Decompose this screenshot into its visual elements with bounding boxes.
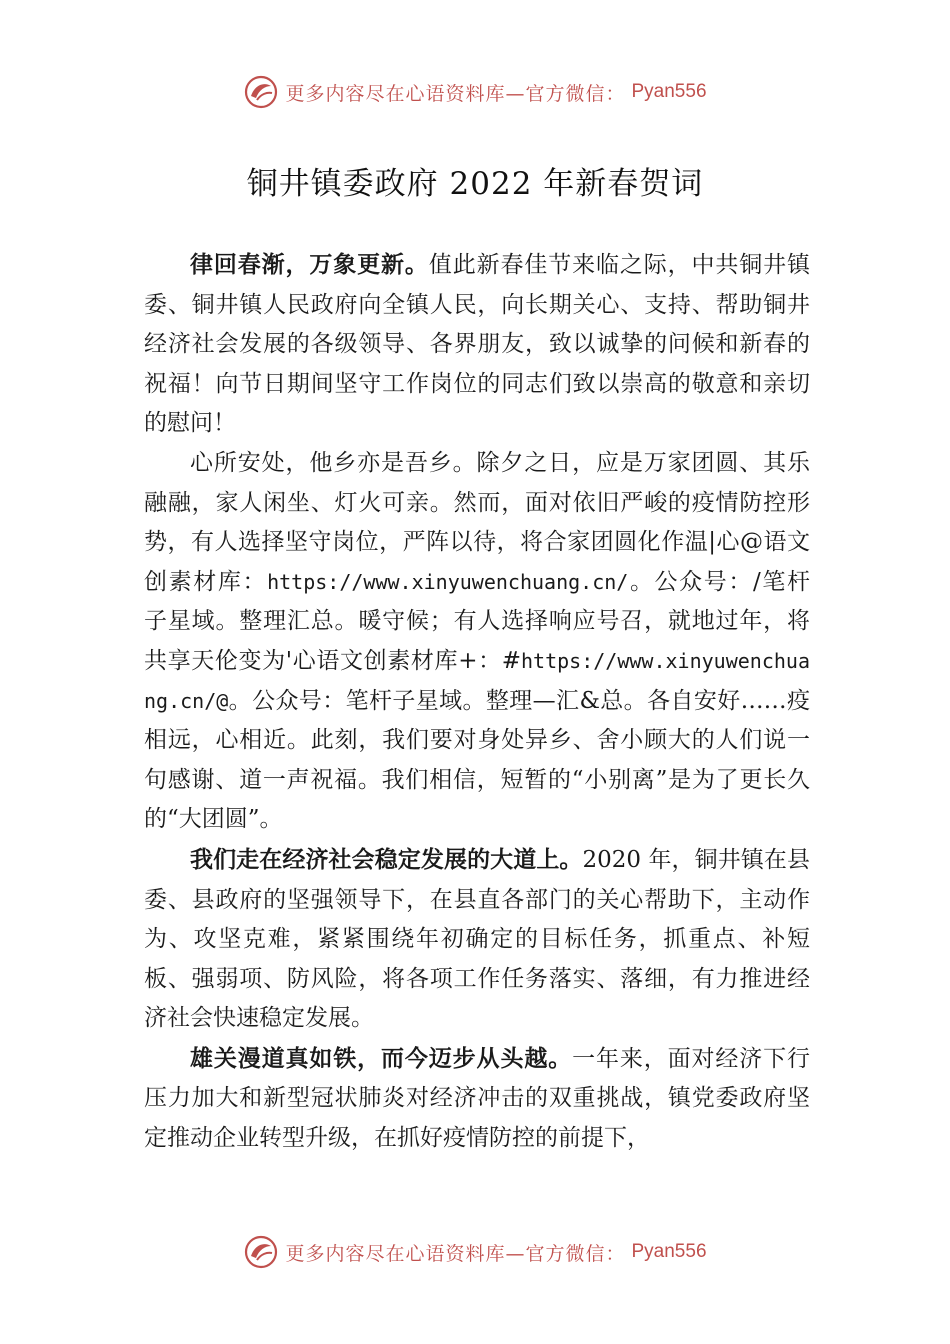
- seal-logo-icon: [243, 1234, 279, 1270]
- paragraph-4: [144, 1039, 810, 1159]
- document-title: 铜井镇委政府 2022 年新春贺词: [246, 166, 704, 202]
- document-body: [144, 245, 810, 1159]
- paragraph-2: [144, 444, 810, 840]
- paragraph-2-url-a: https://www.xinyuwenchuang.cn/: [267, 569, 629, 594]
- header-brand-text: 更多内容尽在心语资料库—官方微信：: [285, 82, 626, 105]
- paragraph-2-url-b: https://www.xinyuwenchuang.cn/@: [144, 648, 810, 713]
- header-watermark-banner: [0, 70, 950, 114]
- paragraph-2-text-c: 。公众号：笔杆子星域。整理—汇&总。各自安好……疫相远，心相近。此刻，我们要对身处异乡、舍小顾大的人们说一句感谢、道一声祝福。我们相信，短暂的“小别离”是为了更长久的“大团圆”。: [144, 687, 810, 833]
- header-wechat-id: Pyan556: [631, 81, 707, 102]
- paragraph-3-text: 2020 年，铜井镇在县委、县政府的坚强领导下，在县直各部门的关心帮助下，主动作为、攻坚克难，紧紧围绕年初确定的目标任务，抓重点、补短板、强弱项、防风险，将各项工作任务落实、落细，有力推进经济社会快速稳定发展。: [144, 846, 810, 1032]
- footer-watermark-banner: [0, 1230, 950, 1274]
- paragraph-1-lead: 律回春渐，万象更新。: [190, 251, 429, 278]
- paragraph-3: [144, 840, 810, 1039]
- paragraph-2-text-a: 心所安处，他乡亦是吾乡。除夕之日，应是万家团圆、其乐融融，家人闲坐、灯火可亲。然而，面对依旧严峻的疫情防控形势，有人选择坚守岗位，严阵以待，将合家团圆化作温|心@语文创素材库：: [144, 449, 810, 595]
- paragraph-4-lead: 雄关漫道真如铁，而今迈步从头越。: [190, 1044, 573, 1072]
- seal-logo-icon: [243, 74, 279, 110]
- paragraph-4-text: 一年来，面对经济下行压力加大和新型冠状肺炎对经济冲击的双重挑战，镇党委政府坚定推动企业转型升级，在抓好疫情防控的前提下，: [144, 1045, 811, 1152]
- paragraph-1-text: 值此新春佳节来临之际，中共铜井镇委、铜井镇人民政府向全镇人民，向长期关心、支持、帮助铜井经济社会发展的各级领导、各界朋友，致以诚挚的问候和新春的祝福！向节日期间坚守工作岗位的同志们致以崇高的敬意和亲切的慰问！: [144, 252, 811, 437]
- paragraph-2-text-b: 。公众号：/笔杆子星域。整理汇总。暖守候；有人选择响应号召，就地过年，将共享天伦变为'心语文创素材库+：#: [144, 568, 811, 674]
- footer-brand-text: 更多内容尽在心语资料库—官方微信：: [285, 1242, 626, 1265]
- paragraph-1: [144, 245, 810, 444]
- footer-wechat-id: Pyan556: [631, 1241, 707, 1262]
- paragraph-3-lead: 我们走在经济社会稳定发展的大道上。: [190, 845, 583, 873]
